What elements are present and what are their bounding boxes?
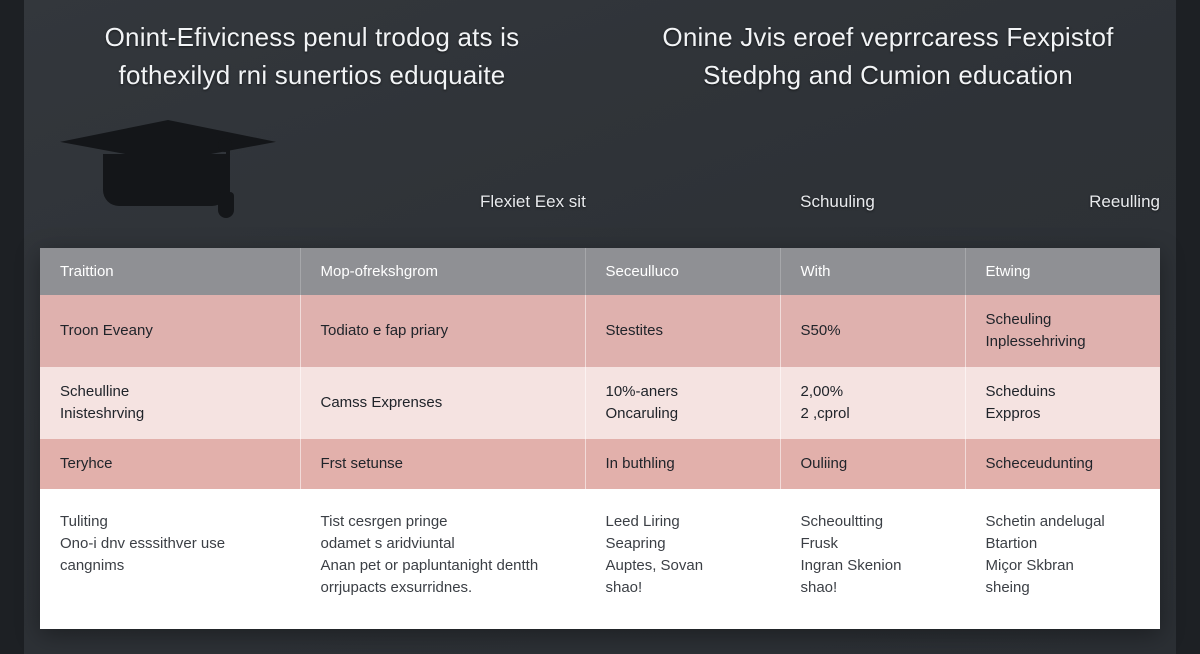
mini-label-1: Flexiet Eex sit [480, 192, 586, 211]
cell-line: Ouliing [800, 455, 848, 472]
table-row [40, 295, 1160, 367]
cell-line: 2,00% [800, 383, 844, 400]
left-gutter [0, 0, 24, 654]
heading-right-line-2: Stedphg and Cumion education [703, 60, 1073, 90]
table-cell-3 [585, 295, 780, 367]
table-cell-1 [40, 489, 300, 629]
right-gutter [1176, 0, 1200, 654]
cell-line: shao! [800, 579, 838, 596]
cap-base [103, 154, 228, 206]
cell-line: Seapring [605, 535, 666, 552]
cell-line: Oncaruling [605, 405, 679, 422]
table-cell-3 [585, 439, 780, 489]
cap-tassel-end [218, 192, 234, 218]
cell-line: Anan pet or papluntanight dentth [320, 557, 539, 574]
table-cell-1 [40, 295, 300, 367]
cell-line: Tist cesrgen pringe [320, 513, 448, 530]
table-cell-1 [40, 439, 300, 489]
cell-line: odamet s aridviuntal [320, 535, 455, 552]
cell-line: In buthling [605, 455, 675, 472]
heading-left-line-1: Onint-Efivicness penul trodog ats is [104, 22, 520, 52]
mini-label-2: Schuuling [800, 192, 875, 211]
table-header-cell-3: Seceulluco [585, 248, 780, 295]
comparison-table [40, 248, 1160, 629]
cell-line: Stestites [605, 322, 664, 339]
table-cell-2 [300, 367, 585, 439]
cell-line: orrjupacts exsurridnes. [320, 579, 473, 596]
cell-line: Ono-i dnv esssithver use [60, 535, 226, 552]
table-cell-5 [965, 439, 1160, 489]
heading-left [24, 8, 600, 108]
cell-line: Leed Liring [605, 513, 680, 530]
cell-line: Tuliting [60, 513, 108, 530]
cell-line: shao! [605, 579, 643, 596]
cell-line: Scheduins [985, 383, 1056, 400]
cell-line: sheing [985, 579, 1030, 596]
table-cell-4 [780, 367, 965, 439]
cell-line: Schetin andelugal [985, 513, 1105, 530]
cell-line: Miçor Skbran [985, 557, 1074, 574]
table-cell-3 [585, 489, 780, 629]
table-header-cell-5: Etwing [965, 248, 1160, 295]
table-row [40, 367, 1160, 439]
mini-label-3: Reeulling [1089, 192, 1160, 211]
table-cell-2 [300, 439, 585, 489]
cell-line: Btartion [985, 535, 1038, 552]
table-header-cell-4: With [780, 248, 965, 295]
heading-left-line-2: fothexilyd rni sunertios eduquaite [118, 60, 506, 90]
cell-line: Frst setunse [320, 455, 404, 472]
headings-area [24, 8, 1176, 108]
cell-line: Ingran Skenion [800, 557, 902, 574]
cell-line: Scheoultting [800, 513, 884, 530]
table-row [40, 489, 1160, 629]
table-cell-5 [965, 295, 1160, 367]
mini-labels-row [480, 192, 1160, 212]
cell-line: Scheceudunting [985, 455, 1094, 472]
cell-line: Scheuling [985, 311, 1052, 328]
cell-line: Auptes, Sovan [605, 557, 704, 574]
table-cell-2 [300, 295, 585, 367]
table-header-cell-2: Mop-ofrekshgrom [300, 248, 585, 295]
cell-line: Inisteshrving [60, 405, 145, 422]
cell-line: 10%-aners [605, 383, 679, 400]
heading-right [600, 8, 1176, 108]
table-body [40, 295, 1160, 629]
table-cell-1 [40, 367, 300, 439]
table-cell-3 [585, 367, 780, 439]
table-header-cell-1: Traittion [40, 248, 300, 295]
heading-right-line-1: Onine Jvis eroef veprrcaress Fexpistof [662, 22, 1114, 52]
table-cell-4 [780, 489, 965, 629]
cell-line: Scheulline [60, 383, 130, 400]
table-row [40, 439, 1160, 489]
cell-line: cangnims [60, 557, 125, 574]
cell-line: Teryhce [60, 455, 113, 472]
cell-line: S50% [800, 322, 841, 339]
cell-line: 2 ,cprol [800, 405, 850, 422]
cell-line: Inplessehriving [985, 333, 1086, 350]
table-cell-2 [300, 489, 585, 629]
table-header-row [40, 248, 1160, 295]
table-cell-4 [780, 439, 965, 489]
cell-line: Troon Eveany [60, 322, 153, 339]
table-cell-4 [780, 295, 965, 367]
graduation-cap-icon [58, 112, 278, 232]
cap-tassel-line [226, 144, 230, 196]
table-cell-5 [965, 489, 1160, 629]
cell-line: Exppros [985, 405, 1041, 422]
cell-line: Todiato e fap priary [320, 322, 449, 339]
cell-line: Frusk [800, 535, 838, 552]
table-cell-5 [965, 367, 1160, 439]
cell-line: Camss Exprenses [320, 394, 443, 411]
